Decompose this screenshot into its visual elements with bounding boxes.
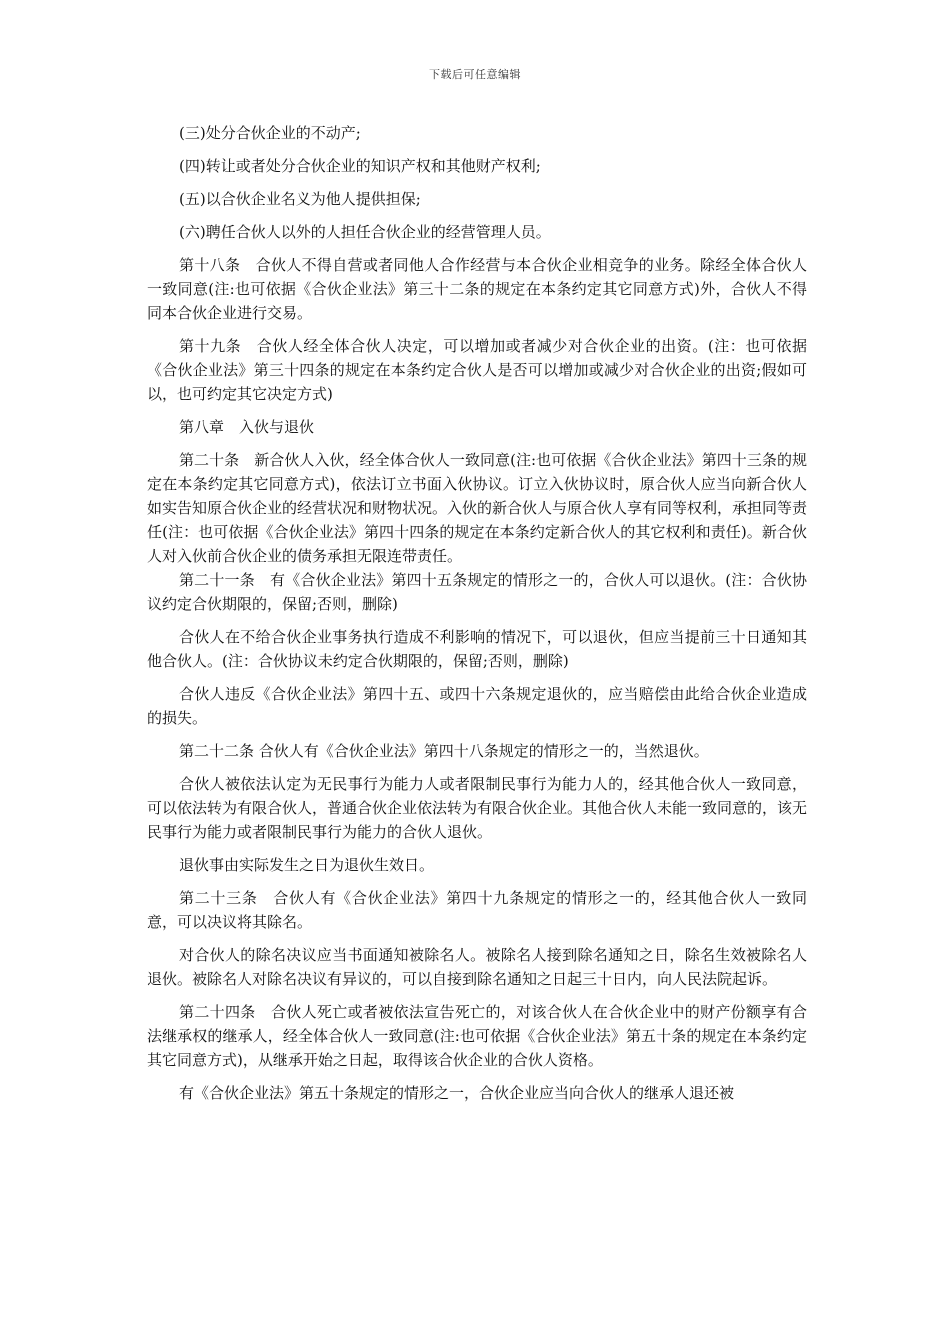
article-23: 第二十三条 合伙人有《合伙企业法》第四十九条规定的情形之一的，经其他合伙人一致同意，可以决议将其除名。 — [147, 889, 807, 931]
article-24-paragraph-2: 有《合伙企业法》第五十条规定的情形之一，合伙企业应当向合伙人的继承人退还被 — [179, 1084, 735, 1102]
article-20: 第二十条 新合伙人入伙，经全体合伙人一致同意(注:也可依据《合伙企业法》第四十三条的规定在本条约定其它同意方式)，依法订立书面入伙协议。订立入伙协议时，原合伙人应当向新合伙人如实告知原合伙企业的经营状况和财物状况。入伙的新合伙人与原合伙人享有同等权利，承担同等责任(注：也可依据《合伙企业法》第四十四条的规定在本条约定新合伙人的其它权利和责任)。新合伙人对入伙前合伙企业的债务承担无限连带责任。 — [147, 451, 808, 565]
article-23-paragraph-2: 对合伙人的除名决议应当书面通知被除名人。被除名人接到除名通知之日，除名生效被除名人退伙。被除名人对除名决议有异议的，可以自接到除名通知之日起三十日内，向人民法院起诉。 — [147, 946, 807, 988]
article-21: 第二十一条 有《合伙企业法》第四十五条规定的情形之一的，合伙人可以退伙。(注：合伙协议约定合伙期限的，保留;否则，删除) — [147, 571, 807, 613]
article-22-paragraph-2: 合伙人被依法认定为无民事行为能力人或者限制民事行为能力人的，经其他合伙人一致同意，可以依法转为有限合伙人，普通合伙企业依法转为有限合伙企业。其他合伙人未能一致同意的，该无民事行为能力或者限制民事行为能力的合伙人退伙。 — [147, 775, 808, 841]
chapter-8-heading: 第八章 入伙与退伙 — [179, 418, 315, 436]
article-19: 第十九条 合伙人经全体合伙人决定，可以增加或者减少对合伙企业的出资。(注：也可依据《合伙企业法》第三十四条的规定在本条约定合伙人是否可以增加或减少对合伙企业的出资;假如可以，也可约定其它决定方式) — [147, 337, 807, 403]
article-21-paragraph-3: 合伙人违反《合伙企业法》第四十五、或四十六条规定退伙的，应当赔偿由此给合伙企业造成的损失。 — [147, 685, 807, 727]
document-body — [147, 121, 807, 1114]
article-24: 第二十四条 合伙人死亡或者被依法宣告死亡的，对该合伙人在合伙企业中的财产份额享有合法继承权的继承人，经全体合伙人一致同意(注:也可依据《合伙企业法》第五十条的规定在本条约定其它同意方式)，从继承开始之日起，取得该合伙企业的合伙人资格。 — [147, 1003, 807, 1069]
clause-item-3: (三)处分合伙企业的不动产; — [179, 124, 361, 142]
clause-item-6: (六)聘任合伙人以外的人担任合伙企业的经营管理人员。 — [179, 223, 551, 241]
article-22: 第二十二条 合伙人有《合伙企业法》第四十八条规定的情形之一的，当然退伙。 — [179, 742, 709, 760]
article-21-paragraph-2: 合伙人在不给合伙企业事务执行造成不利影响的情况下，可以退伙，但应当提前三十日通知其他合伙人。(注：合伙协议未约定合伙期限的，保留;否则，删除) — [147, 628, 807, 670]
clause-item-5: (五)以合伙企业名义为他人提供担保; — [179, 190, 421, 208]
article-18: 第十八条 合伙人不得自营或者同他人合作经营与本合伙企业相竞争的业务。除经全体合伙人一致同意(注:也可依据《合伙企业法》第三十二条的规定在本条约定其它同意方式)外，合伙人不得同本合伙企业进行交易。 — [147, 256, 807, 322]
article-22-paragraph-3: 退伙事由实际发生之日为退伙生效日。 — [179, 856, 435, 874]
page-header: 下载后可任意编辑 — [429, 68, 521, 81]
clause-item-4: (四)转让或者处分合伙企业的知识产权和其他财产权利; — [179, 157, 541, 175]
